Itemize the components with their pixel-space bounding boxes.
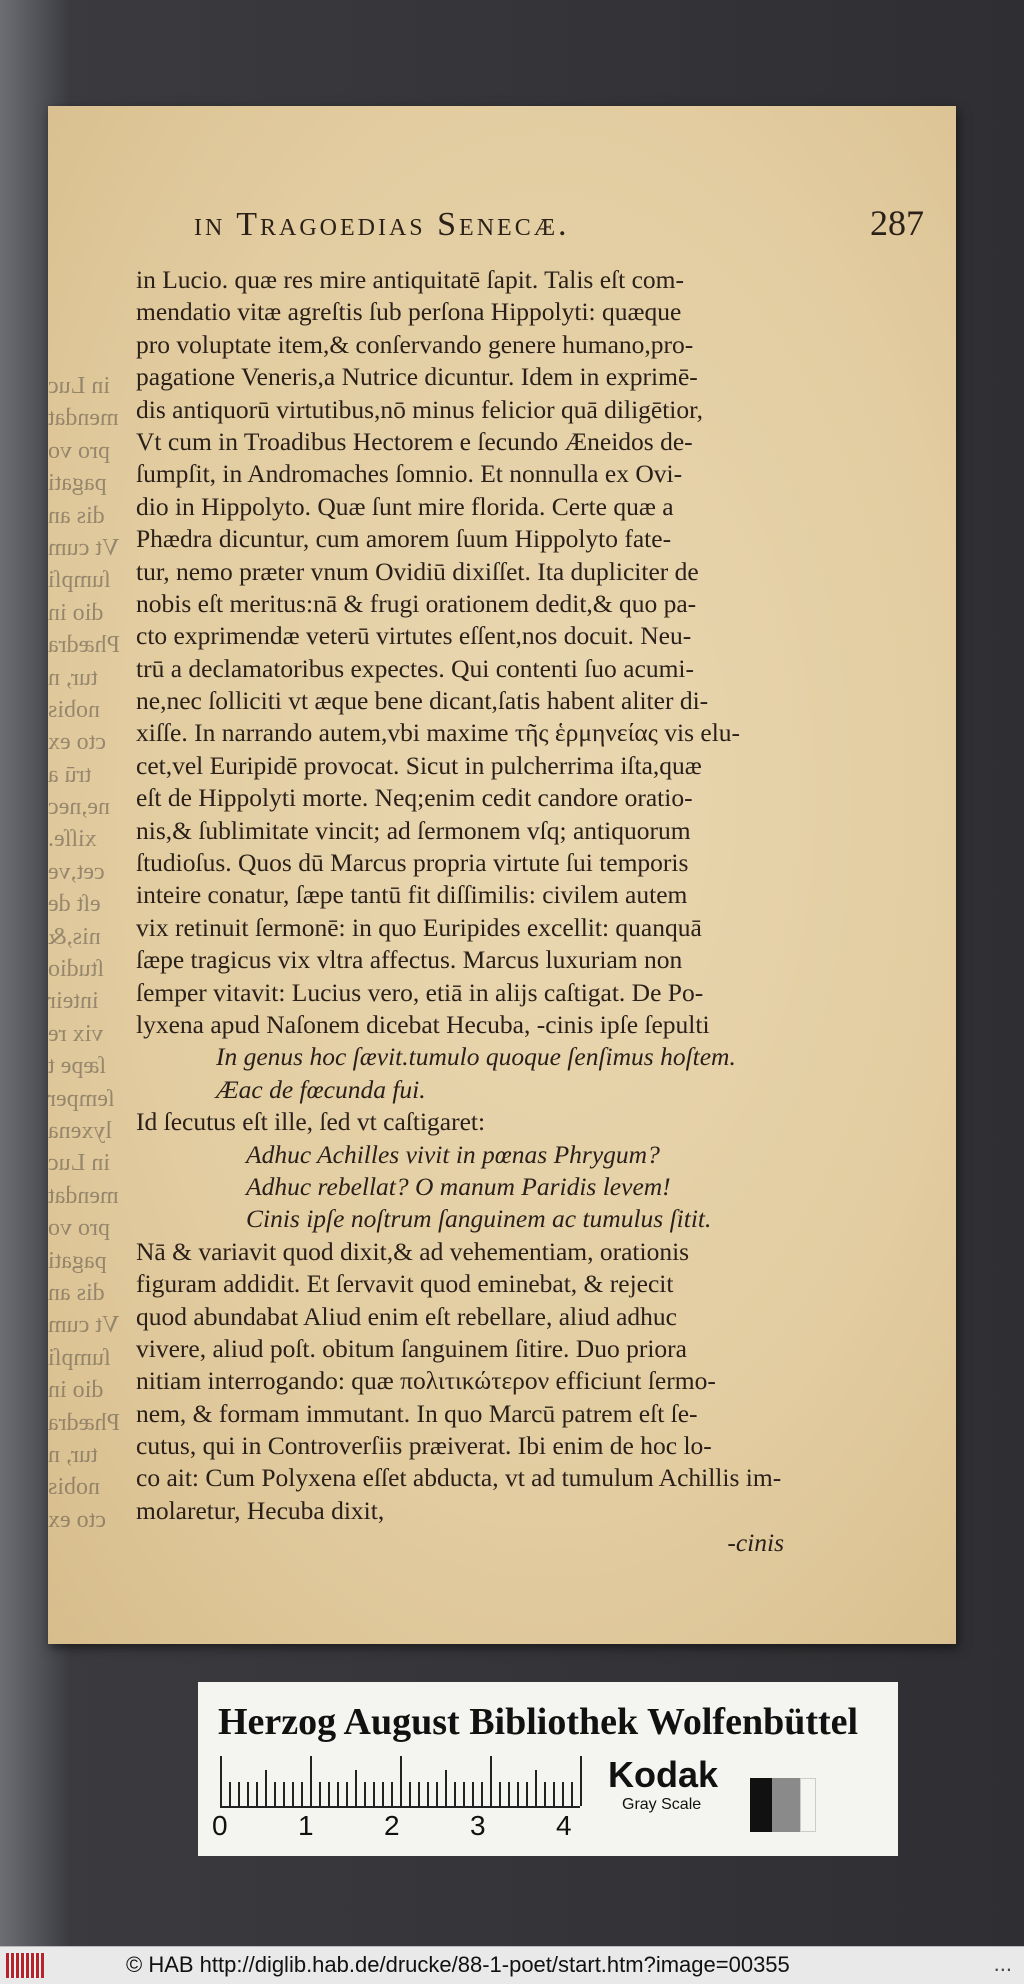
ruler-tick: [436, 1782, 438, 1806]
ruler-tick: [382, 1782, 384, 1806]
gray-swatch: [750, 1778, 816, 1832]
text-line: cutus, qui in Controverſiis præiverat. Ibi enim de hoc lo-: [136, 1431, 712, 1461]
ruler-tick: [373, 1782, 375, 1806]
bleed-through-text: [48, 370, 126, 1536]
ruler-tick: [310, 1756, 312, 1806]
bleed-line: vix re: [48, 1020, 104, 1047]
bleed-line: ſtudio: [48, 956, 105, 983]
kodak-logo: Kodak: [608, 1754, 719, 1795]
ruler-tick: [517, 1782, 519, 1806]
bleed-line: dio in: [48, 599, 104, 626]
text-line: Cinis ipſe noſtrum ſanguinem ac tumulus ſitit.: [246, 1204, 712, 1234]
body-text: [136, 264, 784, 1560]
library-name: Herzog August Bibliothek Wolfenbüttel: [218, 1701, 859, 1743]
footer-bar: [0, 1946, 1024, 1984]
bleed-line: Phædra: [48, 632, 120, 659]
text-line: tur, nemo præter vnum Ovidiū dixiſſet. Ita dupliciter de: [136, 556, 699, 586]
bleed-line: dio in: [48, 1377, 104, 1404]
bleed-line: inteir: [48, 988, 99, 1015]
text-line: cto exprimendæ veterū virtutes eſſent,nos docuit. Neu-: [136, 621, 692, 651]
bleed-line: ſæpe t: [48, 1053, 106, 1080]
ruler-tick: [364, 1782, 366, 1806]
bleed-line: in Luc: [48, 373, 110, 399]
text-line: mendatio vitæ agreſtis ſub perſona Hippolyti: quæque: [136, 297, 682, 327]
bleed-line: ſumpſi: [48, 567, 111, 594]
bleed-line: lyxena: [48, 1117, 112, 1144]
text-line: vivere, aliud poſt. obitum ſanguinem ſitire. Duo priora: [136, 1333, 687, 1363]
bleed-line: pagati: [48, 1247, 107, 1274]
ruler-tick: [400, 1756, 402, 1806]
bleed-line: Vt cum: [48, 1312, 120, 1339]
text-line: ſumpſit, in Andromaches ſomnio. Et nonnulla ex Ovi-: [136, 459, 683, 489]
ruler-number: 4: [556, 1810, 572, 1841]
text-line: dio in Hippolyto. Quæ ſunt mire florida. Certe quæ a: [136, 491, 674, 521]
ruler-tick: [526, 1782, 528, 1806]
bleed-line: cto ex: [48, 1506, 106, 1533]
ruler-tick: [562, 1782, 564, 1806]
text-line: ne,nec ſolliciti vt æque bene dicant,ſatis habent aliter di-: [136, 686, 709, 716]
ruler-tick: [355, 1770, 357, 1806]
text-line: co ait: Cum Polyxena eſſet abducta, vt ad tumulum Achillis im-: [136, 1463, 782, 1493]
text-line: pagatione Veneris,a Nutrice dicuntur. Idem in exprimē-: [136, 362, 698, 392]
ruler-tick: [301, 1782, 303, 1806]
ruler-tick: [544, 1782, 546, 1806]
bleed-line: pagati: [48, 470, 107, 497]
text-line: eſt de Hippolyti morte. Neq;enim cedit candore oratio-: [136, 783, 693, 813]
ruler-tick: [328, 1782, 330, 1806]
text-line: quod abundabat Aliud enim eſt rebellare, aliud adhuc: [136, 1301, 677, 1331]
ruler-number: 0: [212, 1810, 228, 1841]
ruler-tick: [274, 1782, 276, 1806]
more-menu-icon[interactable]: ...: [993, 1951, 1012, 1976]
ruler-tick: [229, 1782, 231, 1806]
ruler-tick: [499, 1782, 501, 1806]
bleed-line: dis an: [48, 502, 105, 529]
scale-ruler: [220, 1756, 580, 1808]
ruler-tick: [256, 1782, 258, 1806]
text-line: ſæpe tragicus vix vltra affectus. Marcus luxuriam non: [136, 945, 683, 975]
bleed-line: trū a: [48, 761, 92, 788]
ruler-tick: [391, 1782, 393, 1806]
ruler-tick: [535, 1770, 537, 1806]
ruler-tick: [247, 1782, 249, 1806]
ruler-tick: [418, 1782, 420, 1806]
bleed-line: ſemper: [48, 1085, 115, 1112]
text-line: Adhuc rebellat? O manum Paridis levem!: [246, 1171, 671, 1201]
text-line: nem, & formam immutant. In quo Marcū patrem eſt ſe-: [136, 1398, 698, 1428]
page-header: [144, 203, 924, 250]
ruler-tick: [508, 1782, 510, 1806]
text-line: ſtudioſus. Quos dū Marcus propria virtute ſui temporis: [136, 848, 689, 878]
ruler-tick: [292, 1782, 294, 1806]
ruler-tick: [337, 1782, 339, 1806]
bleed-line: tur, n: [48, 1441, 98, 1468]
text-line: dis antiquorū virtutibus,nō minus felicior quā diligētior,: [136, 394, 703, 424]
ruler-tick: [445, 1770, 447, 1806]
gray-scale-label: Gray Scale: [622, 1796, 702, 1813]
bleed-line: nobis: [48, 1474, 101, 1501]
text-line: vix retinuit ſermonē: in quo Euripides excellit: quanquā: [136, 912, 702, 942]
bleed-line: cto ex: [48, 729, 106, 756]
text-line: trū a declamatoribus expectes. Qui contenti ſuo acumi-: [136, 653, 694, 683]
ruler-number: 2: [384, 1810, 400, 1841]
ruler-tick: [454, 1782, 456, 1806]
bleed-line: pro vo: [48, 437, 110, 464]
ruler-tick: [283, 1782, 285, 1806]
text-line: Adhuc Achilles vivit in pœnas Phrygum?: [246, 1139, 660, 1169]
ruler-tick: [265, 1770, 267, 1806]
bleed-line: eſt de: [48, 891, 101, 918]
text-line: Id ſecutus eſt ille, ſed vt caſtigaret:: [136, 1107, 486, 1137]
paragraph-main: [136, 264, 784, 1041]
text-line: inteire conatur, ſæpe tantū fit diſſimilis: civilem autem: [136, 880, 688, 910]
ruler-tick: [463, 1782, 465, 1806]
text-line: molaretur, Hecuba dixit,: [136, 1495, 385, 1525]
ruler-tick: [220, 1756, 222, 1806]
ruler-tick: [238, 1782, 240, 1806]
bleed-line: pro vo: [48, 1215, 110, 1242]
text-line: nis,& ſublimitate vincit; ad ſermonem vſq; antiquorum: [136, 815, 691, 845]
text-line: ſemper vitavit: Lucius vero, etiā in alijs caſtigat. De Po-: [136, 977, 704, 1007]
bleed-line: cet,ve: [48, 858, 105, 885]
text-line: in Lucio. quæ res mire antiquitatē ſapit. Talis eſt com-: [136, 265, 684, 294]
text-line: Vt cum in Troadibus Hectorem e ſecundo Æneidos de-: [136, 426, 693, 456]
bleed-line: dis an: [48, 1279, 105, 1306]
text-line: figuram addidit. Et ſervavit quod eminebat, & rejecit: [136, 1269, 674, 1299]
ruler-tick: [481, 1782, 483, 1806]
bleed-line: Phædra: [48, 1409, 120, 1436]
text-line: nobis eſt meritus:nā & frugi orationem dedit,& quo pa-: [136, 588, 697, 618]
swatch-gray: [772, 1778, 800, 1832]
bleed-line: ne,nec: [48, 794, 110, 821]
text-line: Phædra dicuntur, cum amorem ſuum Hippolyto fate-: [136, 524, 672, 554]
text-line: cet,vel Euripidē provocat. Sicut in pulcherrima iſta,quæ: [136, 750, 702, 780]
ruler-tick: [571, 1782, 573, 1806]
text-line: pro voluptate item,& conſervando genere humano,pro-: [136, 329, 694, 359]
ruler-number: 3: [470, 1810, 486, 1841]
text-line: xiſſe. In narrando autem,vbi maxime τῆς ἑρμηνείας vis elu-: [136, 718, 741, 748]
text-line: Æac de fœcunda fui.: [216, 1074, 426, 1104]
ruler-tick: [346, 1782, 348, 1806]
book-page: [48, 106, 956, 1644]
hab-logo-icon[interactable]: [6, 1953, 44, 1978]
bleed-line: nis,&: [48, 923, 101, 950]
color-target-card: [198, 1682, 898, 1856]
bleed-line: tur, n: [48, 664, 98, 691]
ruler-number: 1: [298, 1810, 314, 1841]
text-line: nitiam interrogando: quæ πολιτικώτερον efficiunt ſermo-: [136, 1366, 716, 1396]
verse-quote-1: [136, 1041, 784, 1106]
text-line: lyxena apud Naſonem dicebat Hecuba, -cinis ipſe ſepulti: [136, 1009, 710, 1039]
ruler-tick: [427, 1782, 429, 1806]
bleed-line: xiſſe.: [48, 826, 97, 853]
ruler-tick: [490, 1756, 492, 1806]
text-line: In genus hoc ſævit.tumulo quoque ſenſimus hoſtem.: [216, 1042, 736, 1072]
swatch-white: [800, 1778, 816, 1832]
ruler-tick: [472, 1782, 474, 1806]
bleed-line: nobis: [48, 696, 101, 723]
running-head: in Tragoedias Senecæ.: [194, 206, 570, 243]
verse-quote-2: [136, 1139, 784, 1236]
ruler-tick: [580, 1756, 582, 1806]
bleed-line: mendat: [48, 405, 119, 432]
catchword: -cinis: [727, 1528, 784, 1558]
ruler-tick: [319, 1782, 321, 1806]
page-number: 287: [870, 203, 924, 243]
ruler-tick: [409, 1782, 411, 1806]
bleed-line: ſumpſi: [48, 1344, 111, 1371]
bleed-line: in Luc: [48, 1150, 110, 1177]
swatch-black: [750, 1778, 772, 1832]
bleed-line: mendat: [48, 1182, 119, 1209]
text-line: Nā & variavit quod dixit,& ad vehementiam, orationis: [136, 1236, 690, 1266]
ruler-tick: [553, 1782, 555, 1806]
bleed-line: Vt cum: [48, 534, 120, 561]
paragraph-end: [136, 1236, 784, 1528]
copyright-link[interactable]: © HAB http://diglib.hab.de/drucke/88-1-poet/start.htm?image=00355: [126, 1952, 790, 1977]
